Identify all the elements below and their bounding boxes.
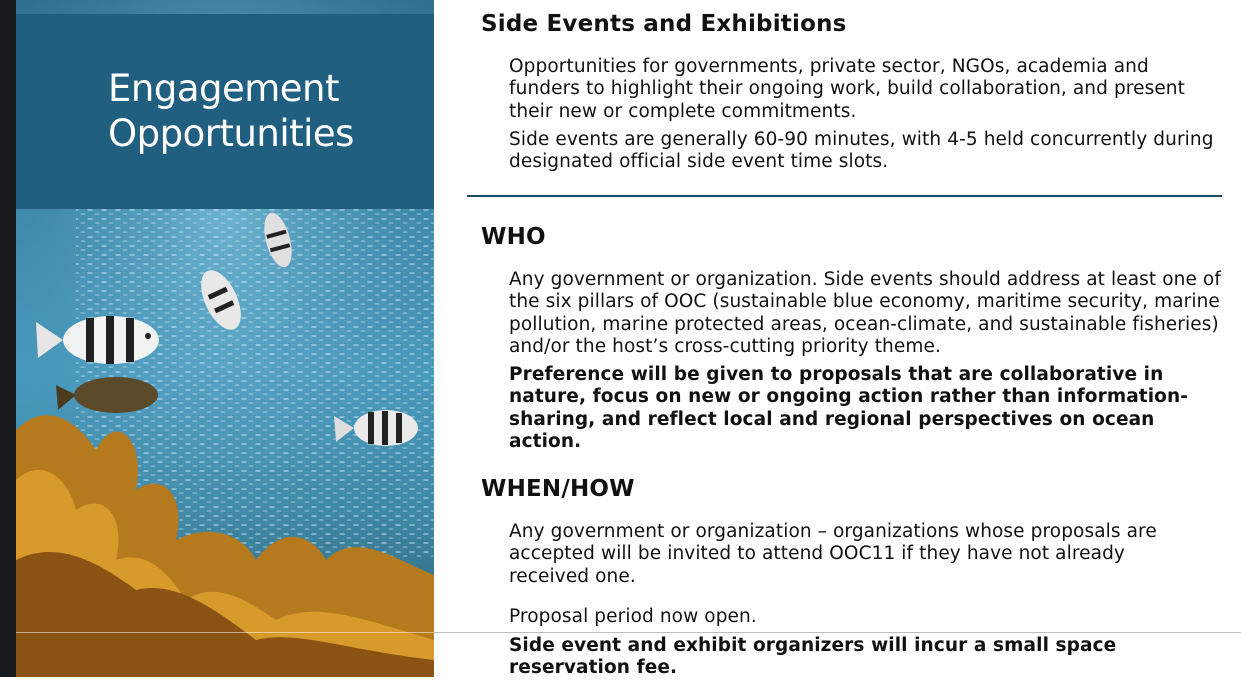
content-bottom-line (434, 632, 1241, 633)
section-heading-side-events: Side Events and Exhibitions (481, 11, 847, 37)
slide-title: Engagement Opportunities (108, 67, 354, 155)
photo-bottom-line (16, 632, 434, 633)
when-how-paragraph-2: Proposal period now open. (509, 606, 757, 627)
section-divider (467, 195, 1222, 197)
side-events-paragraph-1: Opportunities for governments, private sector, NGOs, academia and funders to highlight their ongoing work, build collaboration, and present their new or complete commitments. (509, 56, 1185, 122)
section-heading-who: WHO (481, 224, 546, 250)
left-edge-bar (0, 0, 16, 677)
side-events-paragraph-2: Side events are generally 60-90 minutes, with 4-5 held concurrently during designated official side event time slots. (509, 129, 1214, 173)
title-box (16, 14, 457, 209)
who-paragraph-1: Any government or organization. Side events should address at least one of the six pillars of OOC (sustainable blue economy, maritime security, marine pollution, marine protected areas, ocean-climate, and sustainable fisheries) and/or the host’s cross-cutting priority theme. (509, 269, 1221, 358)
when-how-paragraph-1: Any government or organization – organizations whose proposals are accepted will be invited to attend OOC11 if they have not already received one. (509, 521, 1157, 587)
who-paragraph-2: Preference will be given to proposals that are collaborative in nature, focus on new or ongoing action rather than information-sharing, and reflect local and regional perspectives on ocean action. (509, 364, 1189, 453)
when-how-paragraph-3: Side event and exhibit organizers will incur a small space reservation fee. (509, 635, 1117, 679)
section-heading-when-how: WHEN/HOW (481, 476, 635, 502)
